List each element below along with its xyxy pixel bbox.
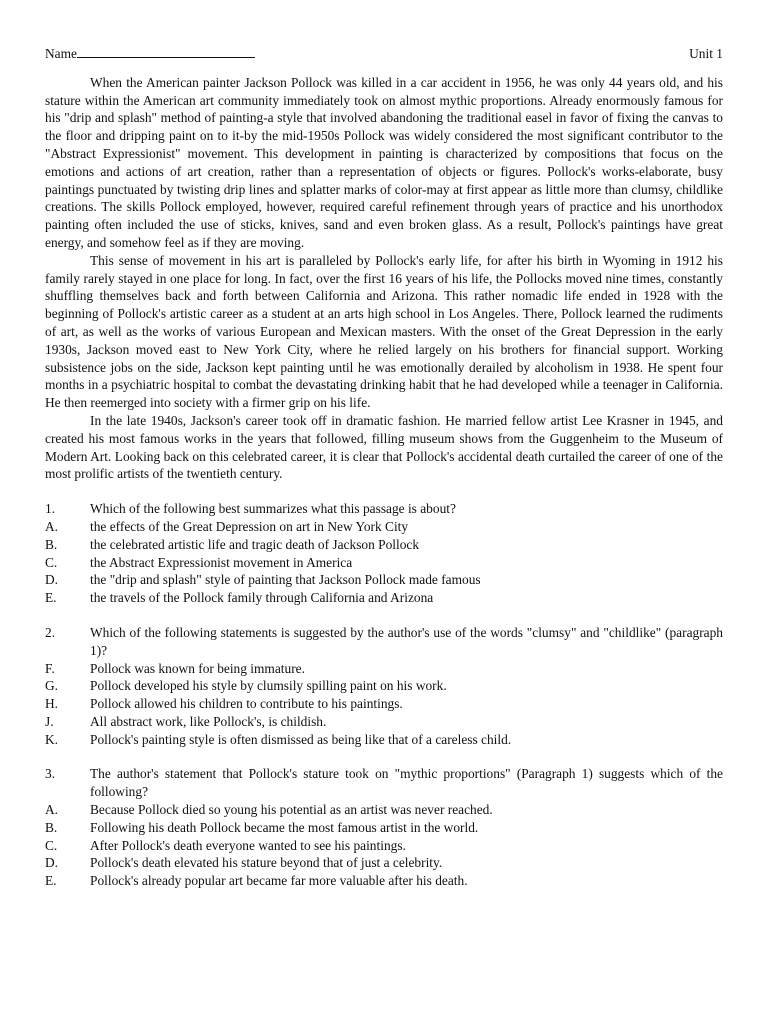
reading-passage (45, 74, 723, 483)
option-text: Because Pollock died so young his potential as an artist was never reached. (90, 802, 493, 818)
option-text: the celebrated artistic life and tragic death of Jackson Pollock (90, 536, 420, 552)
question-stem (45, 765, 723, 801)
answer-option (45, 801, 723, 819)
question-1 (45, 500, 723, 607)
answer-option (45, 660, 723, 678)
option-letter: B. (45, 536, 58, 552)
option-letter: C. (45, 554, 58, 570)
option-text: Pollock's painting style is often dismissed as being like that of a careless child. (90, 731, 512, 747)
option-text: Pollock allowed his children to contribute to his paintings. (90, 696, 403, 712)
answer-option (45, 819, 723, 837)
question-number: 3. (45, 766, 56, 782)
option-text: Pollock developed his style by clumsily spilling paint on his work. (90, 678, 447, 694)
option-letter: B. (45, 819, 58, 835)
option-letter: E. (45, 873, 57, 889)
answer-option (45, 837, 723, 855)
passage-paragraph-2: This sense of movement in his art is paralleled by Pollock's early life, for after his birth in Wyoming in 1912 his family rarely stayed in one place for long. In fact, over the first 16 years of his life, the Pollocks moved nine times, constantly shuffling themselves back and forth between California and Arizona. This rather nomadic life ended in 1928 with the beginning of Pollock's artistic career as a student at an arts high school in Los Angeles. There, Pollock learned the rudiments of art, as well as the works of various European and Mexican masters. With the onset of the Great Depression in the early 1930s, Jackson moved east to New York City, where he relied largely on his brothers for financial support. Working subsistence jobs on the side, Jackson kept painting until he was emotionally derailed by alcoholism in 1938. He spent four months in a psychiatric hospital to combat the devastating drinking habit that he had developed while a teenager in California. He then reemerged into society with a firmer grip on his life. (45, 252, 723, 411)
question-text: The author's statement that Pollock's stature took on "mythic proportions" (Paragraph 1) suggests which of the following? (90, 766, 723, 800)
answer-option (45, 731, 723, 749)
question-stem (45, 624, 723, 660)
option-letter: D. (45, 855, 59, 871)
option-text: the effects of the Great Depression on art in New York City (90, 518, 409, 534)
answer-option (45, 518, 723, 536)
question-3 (45, 765, 723, 890)
option-letter: H. (45, 696, 59, 712)
option-text: Pollock was known for being immature. (90, 660, 305, 676)
question-number: 2. (45, 624, 56, 640)
option-text: the Abstract Expressionist movement in America (90, 554, 353, 570)
unit-label: Unit 1 (689, 46, 723, 61)
question-number: 1. (45, 501, 56, 517)
option-letter: G. (45, 678, 59, 694)
answer-option (45, 854, 723, 872)
option-text: the "drip and splash" style of painting that Jackson Pollock made famous (90, 572, 481, 588)
option-letter: D. (45, 572, 59, 588)
option-letter: C. (45, 837, 58, 853)
option-text: Following his death Pollock became the most famous artist in the world. (90, 819, 479, 835)
option-letter: E. (45, 590, 57, 606)
option-letter: J. (45, 713, 54, 729)
worksheet-header (45, 45, 723, 63)
option-text: All abstract work, like Pollock's, is childish. (90, 713, 327, 729)
question-text: Which of the following statements is suggested by the author's use of the words "clumsy" and "childlike" (paragraph 1)? (90, 624, 723, 658)
passage-paragraph-1: When the American painter Jackson Pollock was killed in a car accident in 1956, he was only 44 years old, and his stature within the American art community immediately took on almost mythic proportions. Already enormously famous for his "drip and splash" method of painting-a style that involved abandoning the traditional easel in favor of fixing the canvas to the floor and dripping paint on to it-by the mid-1950s Pollock was widely considered the most significant contributor to the "Abstract Expressionist" movement. This development in painting is characterized by compositions that focus on the emotions and actions of art creation, rather than a representation of objects or figures. Pollock's works-elaborate, busy paintings punctuated by twisting drip lines and splatter marks of color-may at first appear as little more than clumsy, childlike creations. The skills Pollock employed, however, required careful refinement through years of practice and his unorthodox painting often included the use of sticks, knives, sand and even broken glass. As a result, Pollock's paintings have great energy, and somehow feel as if they are moving. (45, 74, 723, 250)
option-letter: F. (45, 660, 55, 676)
answer-option (45, 589, 723, 607)
answer-option (45, 677, 723, 695)
answer-option (45, 713, 723, 731)
name-blank-line (77, 45, 255, 58)
name-label: Name (45, 46, 77, 61)
option-letter: A. (45, 802, 59, 818)
answer-option (45, 571, 723, 589)
name-field (45, 45, 255, 63)
question-text: Which of the following best summarizes what this passage is about? (90, 501, 456, 517)
answer-option (45, 536, 723, 554)
option-letter: A. (45, 518, 59, 534)
answer-option (45, 554, 723, 572)
answer-option (45, 872, 723, 890)
option-letter: K. (45, 731, 59, 747)
question-stem (45, 500, 723, 518)
question-2 (45, 624, 723, 749)
passage-paragraph-3: In the late 1940s, Jackson's career took off in dramatic fashion. He married fellow artist Lee Krasner in 1945, and created his most famous works in the years that followed, filling museum shows from the Guggenheim to the Museum of Modern Art. Looking back on this celebrated career, it is clear that Pollock's accidental death curtailed the career of one of the most prolific artists of the twentieth century. (45, 412, 723, 482)
option-text: Pollock's death elevated his stature beyond that of just a celebrity. (90, 855, 443, 871)
option-text: the travels of the Pollock family through California and Arizona (90, 590, 434, 606)
option-text: Pollock's already popular art became far more valuable after his death. (90, 873, 468, 889)
answer-option (45, 695, 723, 713)
option-text: After Pollock's death everyone wanted to see his paintings. (90, 837, 406, 853)
